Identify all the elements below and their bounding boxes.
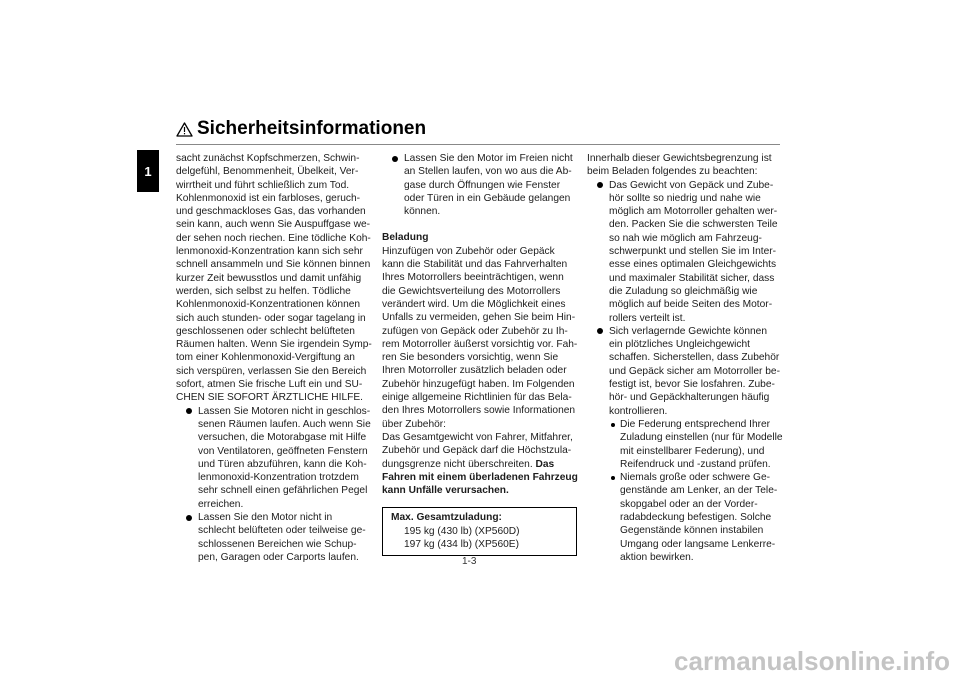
text-line: sich auch stunden- oder sogar tagelang in: [176, 312, 366, 324]
text-line: Räumen halten. Wenn Sie irgendein Symp-: [176, 339, 372, 351]
text-line: Reifendruck und -zustand prüfen.: [620, 458, 771, 470]
page-title-text: Sicherheitsinformationen: [197, 118, 427, 139]
text-line: werden, sich selbst zu helfen. Tödliche: [176, 285, 351, 297]
text-line: und geschmackloses Gas, das vorhanden: [176, 206, 366, 218]
text-line: schnell ansammeln und Sie können binnen: [176, 259, 371, 271]
text-line: beim Beladen folgendes zu beachten:: [587, 166, 758, 178]
text-line: Niemals große oder schwere Ge-: [620, 472, 771, 484]
loading-paragraph: [382, 245, 578, 458]
bullet-text: [609, 179, 783, 325]
bullet-text: [404, 152, 578, 218]
text-line: geschlossenen oder schlecht belüfteten: [176, 325, 355, 337]
page-number: 1-3: [462, 556, 477, 567]
text-line: möglich auf beide Seiten des Motor-: [609, 299, 773, 311]
chapter-number: 1: [144, 163, 152, 179]
column-3: [587, 152, 783, 564]
text-line: hör- und Gepäckhalterungen häufig: [609, 392, 770, 404]
intro-paragraph: [587, 152, 783, 179]
column-1: [176, 152, 372, 564]
text-line: an Stellen laufen, von wo aus die Ab-: [404, 166, 572, 178]
text-line: erreichen.: [198, 498, 244, 510]
text-line: Das Gesamtgewicht von Fahrer, Mitfahrer,: [382, 431, 573, 443]
text-line: schwerpunkt und stellen Sie im Inter-: [609, 246, 777, 258]
text-line: sacht zunächst Kopfschmerzen, Schwin-: [176, 153, 360, 164]
list-item: [587, 179, 783, 325]
text-line: zufügen von Gepäck oder Zubehör zu Ih-: [382, 325, 568, 337]
text-line: den Ihres Motorrollers sowie Informationen: [382, 405, 576, 417]
co-warning-paragraph: [176, 152, 372, 405]
text-line: und maximaler Stabilität sicher, dass: [609, 272, 775, 284]
text-line: ein plötzliches Ungleichgewicht: [609, 339, 751, 351]
list-item: [382, 152, 578, 218]
text-line: Sich verlagernde Gewichte können: [609, 325, 768, 337]
text-line: aktion bewirken.: [620, 551, 694, 563]
text-line: hör sollte so niedrig und nahe wie: [609, 192, 761, 204]
text-line: tom einer Kohlenmonoxid-Vergiftung an: [176, 352, 355, 364]
text-line: Unfalls zu vermeiden, gehen Sie beim Hin-: [382, 312, 576, 324]
text-line: rem Motorroller äußerst vorsichtig vor. Fah-: [382, 338, 578, 350]
sub-bullet-text: [620, 471, 783, 564]
section-heading: Beladung: [382, 232, 429, 244]
text-line: rollers verteilt ist.: [609, 312, 686, 324]
plain-text: dungsgrenze nicht überschreiten.: [382, 458, 533, 470]
text-line: gase durch Öffnungen wie Fenster: [404, 179, 561, 191]
sub-list-item: [587, 471, 783, 564]
text-line: Umgang oder langsame Lenkerre-: [620, 538, 776, 550]
page-header: [176, 116, 780, 145]
column-2: [382, 152, 578, 556]
text-line: senen Räumen laufen. Auch wenn Sie: [198, 418, 371, 430]
text-line: und Türen abzuführen, kann die Koh-: [198, 458, 367, 470]
text-line: skopgabel oder an der Vorder-: [620, 498, 758, 510]
list-item: [176, 511, 372, 564]
list-item: [587, 325, 783, 418]
text-line: ren Sie besonders vorsichtig, wenn Sie: [382, 352, 559, 364]
sub-list-item: [587, 418, 783, 471]
text-line: kurzer Zeit bewusstlos und damit unfähig: [176, 272, 362, 284]
text-line: sehr schnell einen gefährlichen Pegel: [198, 485, 368, 497]
text-line: kann die Stabilität und das Fahrverhalten: [382, 259, 568, 271]
text-line: kontrollieren.: [609, 405, 668, 417]
text-line: lenmonoxid-Konzentration trotzdem: [198, 472, 359, 484]
bullet-text: [198, 511, 372, 564]
bullet-icon: [186, 515, 192, 521]
text-line: oder Türen in ein Gebäude gelangen: [404, 192, 571, 204]
max-load-label: Max. Gesamtzuladung:: [391, 512, 502, 524]
warning-triangle-icon: [176, 122, 193, 137]
max-load-box: [382, 507, 577, 556]
bullet-text: [198, 405, 372, 511]
bullet-icon: [597, 182, 603, 188]
text-line: über Zubehör:: [382, 418, 446, 430]
text-line: mit einstellbarer Federung), und: [620, 445, 765, 457]
text-line: sein kann, auch wenn Sie Auspuffgase we-: [176, 219, 371, 231]
text-line: der sehen noch riechen. Eine tödliche Koh-: [176, 232, 371, 244]
text-line: Innerhalb dieser Gewichtsbegrenzung ist: [587, 153, 772, 164]
overload-warning: [382, 471, 578, 498]
text-line: schlecht belüfteten oder teilweise ge-: [198, 525, 366, 537]
text-line: verändert wird. Um die Möglichkeit eines: [382, 298, 566, 310]
bold-text: Das: [535, 458, 555, 470]
sub-bullet-icon: [611, 476, 615, 480]
chapter-tab: [137, 150, 159, 192]
text-line: Fahren mit einem überladenen Fahrzeug: [382, 471, 578, 483]
text-line: Lassen Sie den Motor nicht in: [198, 512, 333, 524]
text-line: festigt ist, bevor Sie losfahren. Zube-: [609, 379, 775, 391]
text-line: delgefühl, Benommenheit, Übelkeit, Ver-: [176, 166, 359, 178]
text-line: kann Unfälle verursachen.: [382, 485, 509, 497]
text-line: Kohlenmonoxid-Konzentrationen können: [176, 299, 361, 311]
text-line: esse eines optimalen Gleichgewichts: [609, 259, 777, 271]
max-load-value-2: 197 kg (434 lb) (XP560E): [404, 539, 519, 551]
text-line: Das Gewicht von Gepäck und Zube-: [609, 179, 774, 191]
text-line: den. Packen Sie die schwersten Teile: [609, 219, 778, 231]
text-line: radabdeckung befestigen. Solche: [620, 512, 772, 524]
text-line: Zubehör und Gepäck darf die Höchstzula-: [382, 445, 572, 457]
bullet-icon: [186, 408, 192, 414]
text-line: sofort, atmen Sie frische Luft ein und SU-: [176, 379, 363, 391]
text-line: einige allgemeine Richtlinien für das Bela-: [382, 392, 572, 404]
text-line: Lassen Sie den Motor im Freien nicht: [404, 153, 573, 164]
text-line: CHEN SIE SOFORT ÄRZTLICHE HILFE.: [176, 392, 363, 404]
list-item: [176, 405, 372, 511]
text-line: versuchen, die Motorabgase mit Hilfe: [198, 432, 367, 444]
sub-bullet-icon: [611, 423, 615, 427]
text-line: sich verspüren, verlassen Sie den Bereich: [176, 365, 367, 377]
text-line: so nah wie möglich am Fahrzeug-: [609, 232, 762, 244]
bullet-icon: [392, 156, 398, 162]
text-line: wirrtheit und führt schließlich zum Tod.: [176, 179, 350, 191]
text-line: pen, Garagen oder Carports laufen.: [198, 551, 359, 563]
text-line: Gegenstände können instabilen: [620, 525, 764, 537]
text-line: möglich am Motorroller gehalten wer-: [609, 206, 778, 218]
text-line: Ihres Motorrollers beeinträchtigen, wenn: [382, 272, 564, 284]
watermark: carmanualsonline.info: [674, 646, 950, 676]
text-line: können.: [404, 206, 441, 218]
text-line: die Zuladung so gleichmäßig wie: [609, 285, 758, 297]
bullet-icon: [597, 328, 603, 334]
text-line: schaffen. Sicherstellen, dass Zubehör: [609, 352, 780, 364]
text-line: Die Federung entsprechend Ihrer: [620, 418, 771, 430]
text-line: Hinzufügen von Zubehör oder Gepäck: [382, 245, 555, 257]
text-line: Zuladung einstellen (nur für Modelle: [620, 432, 783, 444]
text-line: schlossenen Bereichen wie Schup-: [198, 538, 357, 550]
text-line: lenmonoxid-Konzentration kann sich sehr: [176, 246, 363, 258]
page-title: [176, 118, 426, 140]
text-line: genstände am Lenker, an der Tele-: [620, 485, 778, 497]
text-line: Ihren Motorroller zusätzlich beladen oder: [382, 365, 567, 377]
loading-paragraph-end: [382, 458, 578, 471]
text-line: von Ventilatoren, geöffneten Fenstern: [198, 445, 368, 457]
max-load-value-1: 195 kg (430 lb) (XP560D): [404, 525, 520, 537]
text-line: die Gewichtsverteilung des Motorrollers: [382, 285, 561, 297]
text-line: und Gepäck sicher am Motorroller be-: [609, 365, 780, 377]
text-line: Lassen Sie Motoren nicht in geschlos-: [198, 405, 371, 417]
bullet-text: [609, 325, 783, 418]
text-line: Kohlenmonoxid ist ein farbloses, geruch-: [176, 192, 361, 204]
text-line: Zubehör hinzugefügt haben. Im Folgenden: [382, 378, 575, 390]
sub-bullet-text: [620, 418, 783, 471]
